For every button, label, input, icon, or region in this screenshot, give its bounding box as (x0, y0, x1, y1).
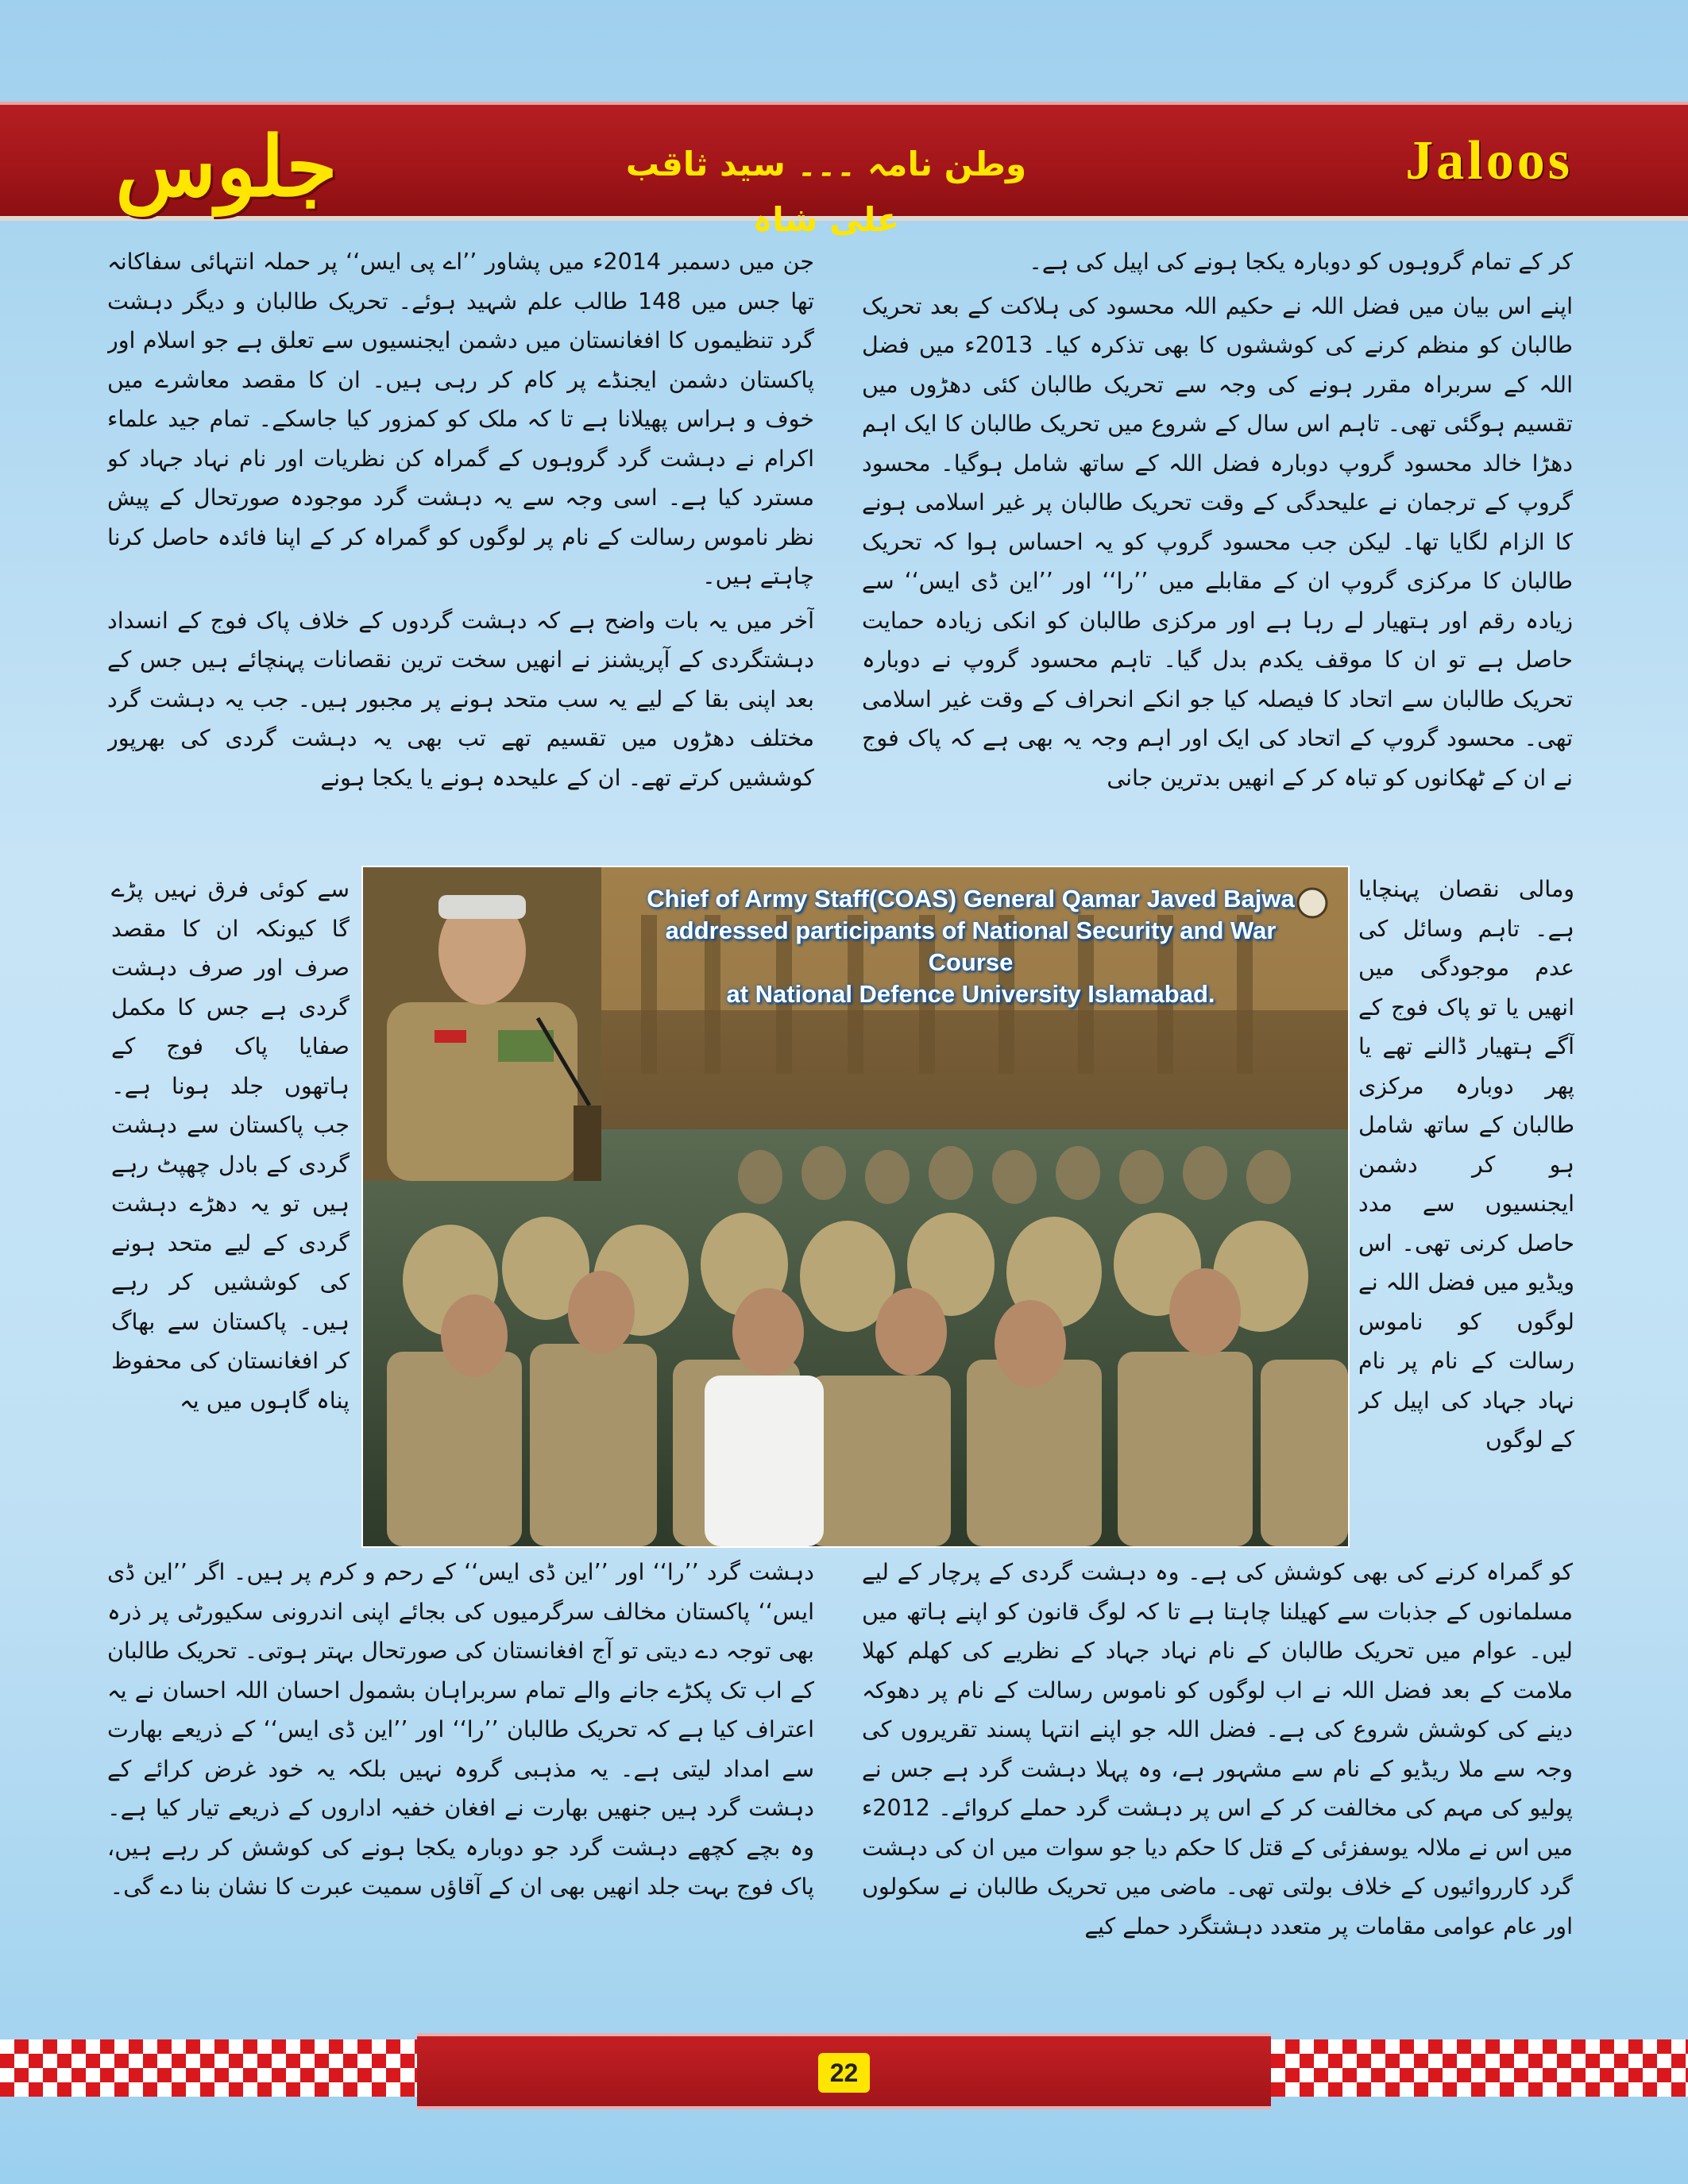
column-left-narrow (111, 870, 350, 1549)
masthead-english-logo: Jaloos (1405, 130, 1573, 191)
column-right-narrow (1358, 870, 1574, 1549)
column-left-bottom (107, 1553, 814, 2021)
paragraph: آخر میں یہ بات واضح ہے کہ دہشت گردوں کے خلاف پاک فوج کے انسداد دہشتگردی کے آپریشنز نے انھیں سخت ترین نقصانات پہنچائے ہیں جس کے بعد اپنی بقا کے لیے یہ سب متحد ہونے پر مجبور ہیں۔ جب یہ دہشت گرد مختلف دھڑوں میں تقسیم تھے تب بھی یہ دہشت گردی کی بھرپور کوششیں کرتے تھے۔ ان کے علیحدہ ہونے یا یکجا ہونے (107, 607, 814, 791)
paragraph: سے کوئی فرق نہیں پڑے گا کیونکہ ان کا مقصد صرف اور صرف دہشت گردی ہے جس کا مکمل صفایا پاک فوج کے ہاتھوں جلد ہونا ہے۔ جب پاکستان سے دہشت گردی کے بادل چھپٹ رہے ہیں تو یہ دھڑے دہشت گردی کے لیے متحد ہونے کی کوششیں کر رہے ہیں۔ پاکستان سے بھاگ کر افغانستان کی محفوظ پناہ گاہوں میں یہ (111, 876, 350, 1414)
column-right-bottom (862, 1553, 1573, 2021)
masthead-urdu-logo: جلوس (115, 118, 338, 215)
column-right-top (862, 242, 1573, 858)
paragraph: کو گمراہ کرنے کی بھی کوشش کی ہے۔ وہ دہشت گردی کے پرچار کے لیے مسلمانوں کے جذبات سے کھیلنا چاہتا ہے تا کہ لوگ قانون کو اپنے ہاتھ میں لیں۔ عوام میں تحریک طالبان کے نام نہاد جہاد کے نظریے کی کھلم کھلا ملامت کے بعد فضل اللہ نے اب لوگوں کو ناموس رسالت کے نام پر دھوکہ دینے کی کوشش شروع کی ہے۔ فضل اللہ جو اپنے انتہا پسند تقریروں کی وجہ سے ملا ریڈیو کے نام سے مشہور ہے، وہ پہلا دہشت گرد ہے جس نے پولیو کی مہم کی مخالفت کر کے اس پر دہشت گرد حملے کروائے۔ 2012ء میں اس نے ملالہ یوسفزئی کے قتل کا حکم دیا جو سوات میں ان کی دہشت گرد کارروائیوں کے خلاف بولتی تھی۔ ماضی میں تحریک طالبان نے سکولوں اور عام عوامی مقامات پر متعدد دہشتگرد حملے کیے (862, 1559, 1573, 1939)
article-byline: وطن نامہ ۔۔۔ سید ثاقب علی شاہ (625, 145, 1027, 239)
paragraph: جن میں دسمبر 2014ء میں پشاور ’’اے پی ایس‘‘ پر حملہ انتہائی سفاکانہ تھا جس میں 148 طالب علم شہید ہوئے۔ تحریک طالبان و دیگر دہشت گرد تنظیموں کا افغانستان میں دشمن ایجنسیوں سے تعلق ہے جو اسلام اور پاکستان دشمن ایجنڈے پر کام کر رہی ہیں۔ ان کا مقصد معاشرے میں خوف و ہراس پھیلانا ہے تا کہ ملک کو کمزور کیا جاسکے۔ تمام جید علماء اکرام نے دہشت گرد گروہوں کے گمراہ کن نظریات اور نام نہاد جہاد کو مسترد کیا ہے۔ اسی وجہ سے یہ دہشت گرد موجودہ صورتحال کے پیش نظر ناموس رسالت کے نام پر لوگوں کو گمراہ کر کے اپنا فائدہ حاصل کرنا چاہتے ہیں۔ (107, 249, 814, 589)
footer-checker-left (0, 2039, 417, 2097)
paragraph: دہشت گرد ’’را‘‘ اور ’’این ڈی ایس‘‘ کے رحم و کرم پر ہیں۔ اگر ’’این ڈی ایس‘‘ پاکستان مخالف سرگرمیوں کی بجائے اپنی اندرونی سکیورٹی پر ذرہ بھی توجہ دے دیتی تو آج افغانستان کی صورتحال بہتر ہوتی۔ تحریک طالبان کے اب تک پکڑے جانے والے تمام سربراہان بشمول احسان اللہ احسان نے یہ اعتراف کیا ہے کہ تحریک طالبان ’’را‘‘ اور ’’این ڈی ایس‘‘ کے ذریعے بھارت سے امداد لیتی ہے۔ یہ مذہبی گروہ نہیں بلکہ یہ خود غرض کرائے کے دہشت گرد ہیں جنھیں بھارت نے افغان خفیہ اداروں کے ذریعے تیار کیا ہے۔ وہ بچے کچھے دہشت گرد جو دوبارہ یکجا ہونے کی کوشش کر رہے ہیں، پاک فوج بہت جلد انھیں بھی ان کے آقاؤں سمیت عبرت کا نشان بنا دے گی۔ (107, 1559, 814, 1900)
column-left-top (107, 242, 814, 862)
article-photo (361, 866, 1350, 1548)
footer-checker-right (1271, 2039, 1688, 2097)
paragraph: کر کے تمام گروہوں کو دوبارہ یکجا ہونے کی اپیل کی ہے۔ (1029, 249, 1573, 275)
paragraph: اپنے اس بیان میں فضل اللہ نے حکیم اللہ محسود کی ہلاکت کے بعد تحریک طالبان کو منظم کرنے کی کوششوں کا بھی تذکرہ کیا۔ 2013ء میں فضل اللہ کے سربراہ مقرر ہونے کی وجہ سے تحریک طالبان کئی دھڑوں میں تقسیم ہوگئی تھی۔ تاہم اس سال کے شروع میں تحریک طالبان کا ایک اہم دھڑا خالد محسود گروپ دوبارہ فضل اللہ کے ساتھ شامل ہوگیا۔ محسود گروپ کے ترجمان نے علیحدگی کے وقت تحریک طالبان پر غیر اسلامی ہونے کا الزام لگایا تھا۔ لیکن جب محسود گروپ کو یہ احساس ہوا کہ تحریک طالبان کا مرکزی گروپ ان کے مقابلے میں ’’را‘‘ اور ’’این ڈی ایس‘‘ سے زیادہ رقم اور ہتھیار لے رہا ہے اور مرکزی طالبان کو انکی زیادہ حمایت حاصل ہے تو ان کا موقف یکدم بدل گیا۔ تاہم محسود گروپ نے دوبارہ تحریک طالبان سے اتحاد کا فیصلہ کیا جو انکے انحراف کے وقت غیر اسلامی تھی۔ محسود گروپ کے اتحاد کی ایک اور اہم وجہ یہ بھی ہے کہ پاک فوج نے ان کے ٹھکانوں کو تباہ کر کے انھیں بدترین جانی (862, 292, 1573, 791)
photo-caption (363, 883, 1348, 1010)
caption-line: Chief of Army Staff(COAS) General Qamar Javed Bajwa (647, 885, 1295, 913)
caption-line: addressed participants of National Security and War Course (665, 916, 1277, 976)
page-number: 22 (818, 2053, 870, 2093)
caption-line: at National Defence University Islamabad. (726, 980, 1215, 1008)
paragraph: ومالی نقصان پہنچایا ہے۔ تاہم وسائل کی عدم موجودگی میں انھیں یا تو پاک فوج کے آگے ہتھیار ڈالنے تھے یا پھر دوبارہ مرکزی طالبان کے ساتھ شامل ہو کر دشمن ایجنسیوں سے مدد حاصل کرنی تھی۔ اس ویڈیو میں فضل اللہ نے لوگوں کو ناموس رسالت کے نام پر نام نہاد جہاد کی اپیل کر کے لوگوں (1358, 876, 1574, 1453)
